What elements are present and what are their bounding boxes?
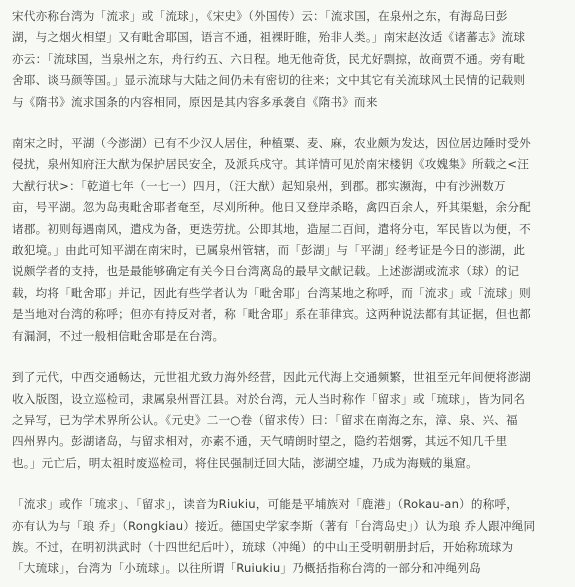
paragraph-spacer [12,347,567,367]
paragraph-name-origin [12,494,567,580]
text-line: 收入版图，设立巡检司，隶属泉州晋江县。对於台湾，元人当时称作「留求」或「琉球」，皆为同名 [12,391,526,406]
text-line: 湖，与之烟火相望」又有毗舍耶国，语言不通，祖裸盱睢，殆非人类。」南宋赵汝适《诸蕃志》流球 [12,30,526,45]
paragraph-spacer [12,113,567,133]
text-line: 诸郡。初则每遇南风，遣戍为备，更迭劳扰。公即其地，造屋二百间，遣将分屯，军民皆以为便，不 [12,221,531,236]
text-line: 南宋之时，平湖（今澎湖）已有不少汉人居住，种植粟、麦、麻，农业颇为发达，因位居边陲时受外 [12,136,531,151]
text-line: 宋代亦称台湾为「流求」或「流球」，《宋史》（外国传）云：「流求国，在泉州之东，有海岛曰彭 [12,9,508,23]
text-line: 有漏洞，不过一般相信毗舍耶是在台湾。 [12,328,225,343]
text-line: 舍耶、谈马颜等国。」显示流球与大陆之间仍未有密切的往来；文中其它有关流球风土民情的记载则 [12,73,526,88]
text-line: 亦云：「流球国，当泉州之东，舟行约五、六日程。地无他奇货，民尤好剽掠，故商贾不通。旁有毗 [12,51,526,66]
text-line: 到了元代，中西交通畅达，元世祖尤致力海外经营，因此元代海上交通频繁，世祖至元年间便将澎湖 [12,370,531,385]
text-line: 也。」元亡后，明太祖时废巡检司，将住民强制迁回大陆，澎湖空墟，乃成为海贼的巢窟。 [12,455,478,470]
paragraph-spacer [12,474,567,494]
text-line: 载，均将「毗舍耶」并记，因此有些学者认为「毗舍耶」台湾某地之称呼，而「流求」或「流球」则 [12,285,531,300]
text-line: 亩，号平湖。忽为岛夷毗舍耶者奄至，尽刈所种。他日又登岸杀略，禽四百余人，歼其渠魁，余分配 [12,200,531,215]
paragraph-song-dynasty [12,6,567,113]
text-line: 四州界内。彭湖诸岛，与留求相对，亦素不通，天气晴朗时望之，隐约若烟雾，其远不知几千里 [12,434,508,449]
text-line: 之异写，已为学术界所公认。《元史》二一○卷（留求传）曰：「留求在南海之东，漳、泉、兴、福 [12,412,518,427]
text-line: 大猷行状>：「乾道七年（一七一）四月，（汪大猷）起知泉州，到郡。郡实濒海，中有沙洲数万 [12,178,506,193]
text-line: 与《隋书》流求国条的内容相同，原因是其内容多承袭自《隋书》而来 [12,94,378,109]
text-line: 是当地对台湾的称呼；但亦有持反对者，称「毗舍耶」系在菲律宾。这两种说法都有其证据，但也都 [12,307,531,322]
text-line: 亦有认为与「琅 乔」（Rongkiau）接近。德国史学家李斯（著有「台湾岛史」）认为琅 乔人跟冲绳同 [12,518,536,533]
text-line: 说颇学者的支持，也是最能够确定有关今日台湾离岛的最早文献记载。上述澎湖或流求（球）的记 [12,264,520,279]
text-line: 「流求」或作「琉求」、「留求」，读音为Riukiu，可能是平埔族对「鹿港」（Rokau-an）的称呼， [12,497,519,512]
paragraph-southern-song [12,133,567,347]
text-line: 族。不过，在明初洪武时（十四世纪后叶），琉球（冲绳）的中山王受明朝册封后，开始称琉球为 [12,539,514,554]
text-line: 侵扰，泉州知府汪大猷为保护居民安全，及派兵戍守。其详情可见於南宋楼钥《攻媿集》所载之<汪 [12,157,530,172]
text-line: 「大琉球」，台湾为「小琉球」。以往所谓「Ruiukiu」乃概括指称台湾的一部分和冲绳列岛 [12,561,481,576]
paragraph-yuan-dynasty [12,367,567,474]
text-line: 敢犯境。」由此可知平湖在南宋时，已属泉州管辖，而「彭湖」与「平湖」经考证是今日的澎湖，此 [12,243,526,258]
